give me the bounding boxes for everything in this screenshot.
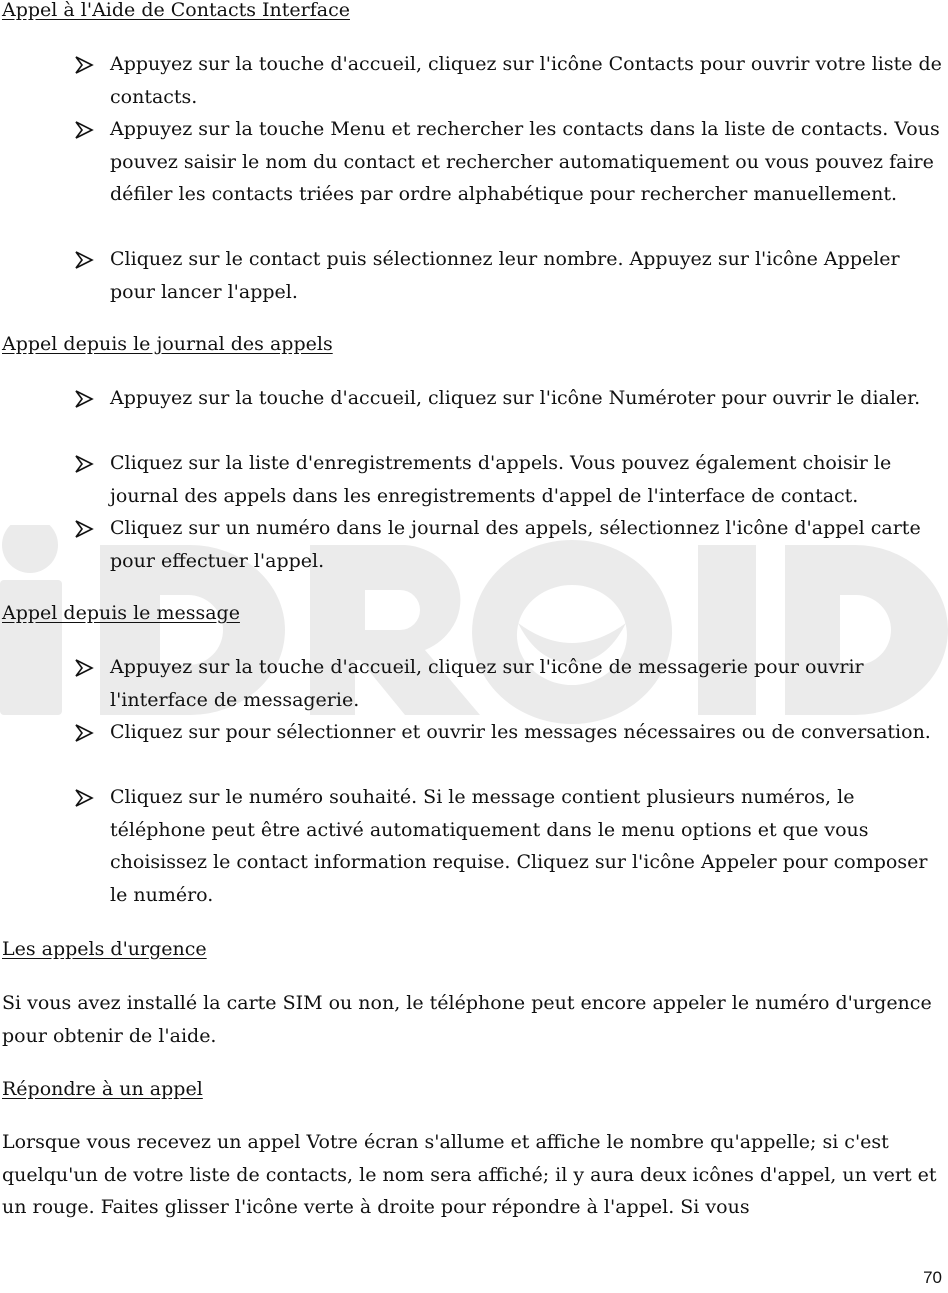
- list-item-text: Cliquez sur le contact puis sélectionnez leur nombre. Appuyez sur l'icône Appeler pour lancer l'appel.: [110, 248, 900, 303]
- list-item-text: Cliquez sur pour sélectionner et ouvrir les messages nécessaires ou de conversation.: [110, 721, 931, 743]
- paragraph: Si vous avez installé la carte SIM ou non, le téléphone peut encore appeler le numéro d'urgence pour obtenir de l'aide.: [2, 992, 932, 1047]
- arrow-bullet-icon: [74, 389, 94, 409]
- arrow-bullet-icon: [74, 454, 94, 474]
- arrow-bullet-icon: [74, 519, 94, 539]
- section-heading: Les appels d'urgence: [2, 938, 207, 960]
- arrow-bullet-icon: [74, 55, 94, 75]
- list-item-text: Cliquez sur un numéro dans le journal des appels, sélectionnez l'icône d'appel carte pour effectuer l'appel.: [110, 517, 921, 572]
- section-heading: Répondre à un appel: [2, 1078, 203, 1100]
- list-item-text: Appuyez sur la touche Menu et rechercher les contacts dans la liste de contacts. Vous pouvez saisir le nom du contact et rechercher automatiquement ou vous pouvez faire défiler les contacts triées par ordre alphabétique pour rechercher manuellement.: [110, 118, 940, 205]
- list-item-text: Appuyez sur la touche d'accueil, cliquez sur l'icône Contacts pour ouvrir votre liste de contacts.: [110, 53, 942, 108]
- arrow-bullet-icon: [74, 250, 94, 270]
- arrow-bullet-icon: [74, 723, 94, 743]
- section-heading: Appel à l'Aide de Contacts Interface: [2, 0, 350, 21]
- list-item-text: Cliquez sur le numéro souhaité. Si le message contient plusieurs numéros, le téléphone peut être activé automatiquement dans le menu options et que vous choisissez le contact information requise. Cliquez sur l'icône Appeler pour composer le numéro.: [110, 786, 928, 906]
- list-item-text: Appuyez sur la touche d'accueil, cliquez sur l'icône Numéroter pour ouvrir le dialer.: [110, 387, 921, 409]
- list-item-text: Cliquez sur la liste d'enregistrements d'appels. Vous pouvez également choisir le journal des appels dans les enregistrements d'appel de l'interface de contact.: [110, 452, 892, 507]
- list-item-text: Appuyez sur la touche d'accueil, cliquez sur l'icône de messagerie pour ouvrir l'interface de messagerie.: [110, 656, 864, 711]
- page-number: 70: [923, 1268, 942, 1287]
- section-heading: Appel depuis le journal des appels: [2, 333, 333, 355]
- arrow-bullet-icon: [74, 120, 94, 140]
- arrow-bullet-icon: [74, 788, 94, 808]
- arrow-bullet-icon: [74, 658, 94, 678]
- paragraph: Lorsque vous recevez un appel Votre écran s'allume et affiche le nombre qu'appelle; si c'est quelqu'un de votre liste de contacts, le nom sera affiché; il y aura deux icônes d'appel, un vert et un rouge. Faites glisser l'icône verte à droite pour répondre à l'appel. Si vous: [2, 1131, 937, 1218]
- section-heading: Appel depuis le message: [2, 602, 240, 624]
